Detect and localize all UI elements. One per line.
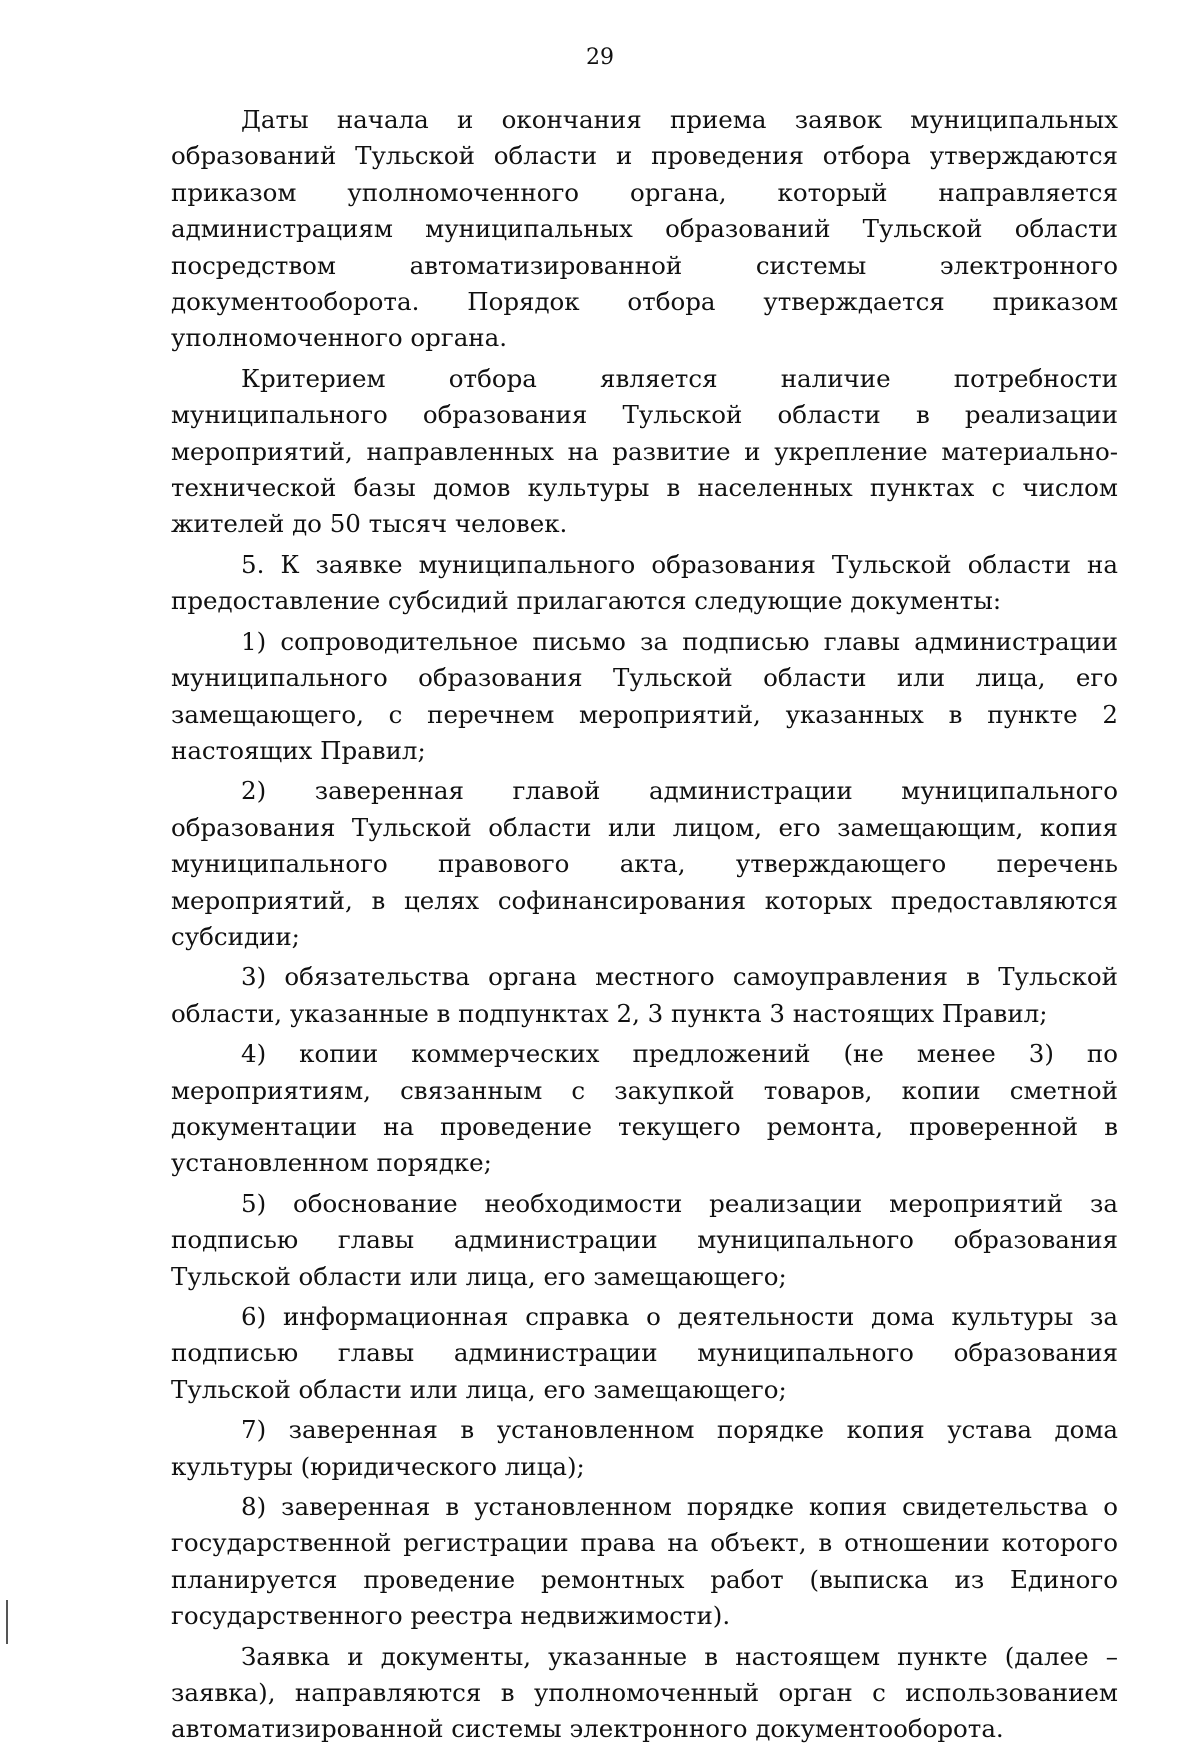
paragraph-application-dates: Даты начала и окончания приема заявок муниципальных образований Тульской области и проведения отбора утверждаются приказом уполномоченного органа, который направляется администрациям муниципальных образований Тульской области посредством автоматизированной системы электронного документооборота. Порядок отбора утверждается приказом уполномоченного органа.	[171, 105, 1118, 353]
paragraph-submission: Заявка и документы, указанные в настоящем пункте (далее – заявка), направляются в уполномоченный орган с использованием автоматизированной системы электронного документооборота.	[171, 1641, 1118, 1744]
page-number: 29	[586, 45, 614, 70]
list-item-3: 3) обязательства органа местного самоуправления в Тульской области, указанные в подпунктах 2, 3 пункта 3 настоящих Правил;	[171, 962, 1118, 1028]
list-item-8: 8) заверенная в установленном порядке копия свидетельства о государственной регистрации права на объект, в отношении которого планируется проведение ремонтных работ (выписка из Единого государственного реестра недвижимости).	[171, 1492, 1118, 1631]
list-item-2: 2) заверенная главой администрации муниципального образования Тульской области или лицом, его замещающим, копия муниципального правового акта, утверждающего перечень мероприятий, в целях софинансирования которых предоставляются субсидии;	[171, 776, 1118, 951]
list-item-4: 4) копии коммерческих предложений (не менее 3) по мероприятиям, связанным с закупкой товаров, копии сметной документации на проведение текущего ремонта, проверенной в установленном порядке;	[171, 1039, 1118, 1178]
list-item-5: 5) обоснование необходимости реализации мероприятий за подписью главы администрации муниципального образования Тульской области или лица, его замещающего;	[171, 1188, 1118, 1291]
document-body	[171, 102, 1118, 1752]
list-item-7: 7) заверенная в установленном порядке копия устава дома культуры (юридического лица);	[171, 1415, 1118, 1481]
list-item-6: 6) информационная справка о деятельности дома культуры за подписью главы администрации муниципального образования Тульской области или лица, его замещающего;	[171, 1302, 1118, 1404]
paragraph-item-5: 5. К заявке муниципального образования Тульской области на предоставление субсидий прилагаются следующие документы:	[171, 549, 1118, 616]
list-item-1: 1) сопроводительное письмо за подписью главы администрации муниципального образования Тульской области или лица, его замещающего, с перечнем мероприятий, указанных в пункте 2 настоящих Правил;	[171, 626, 1118, 765]
scan-edge-mark	[6, 1600, 8, 1644]
paragraph-selection-criterion: Критерием отбора является наличие потребности муниципального образования Тульской области в реализации мероприятий, направленных на развитие и укрепление материально-технической базы домов культуры в населенных пунктах с числом жителей до 50 тысяч человек.	[171, 363, 1118, 539]
